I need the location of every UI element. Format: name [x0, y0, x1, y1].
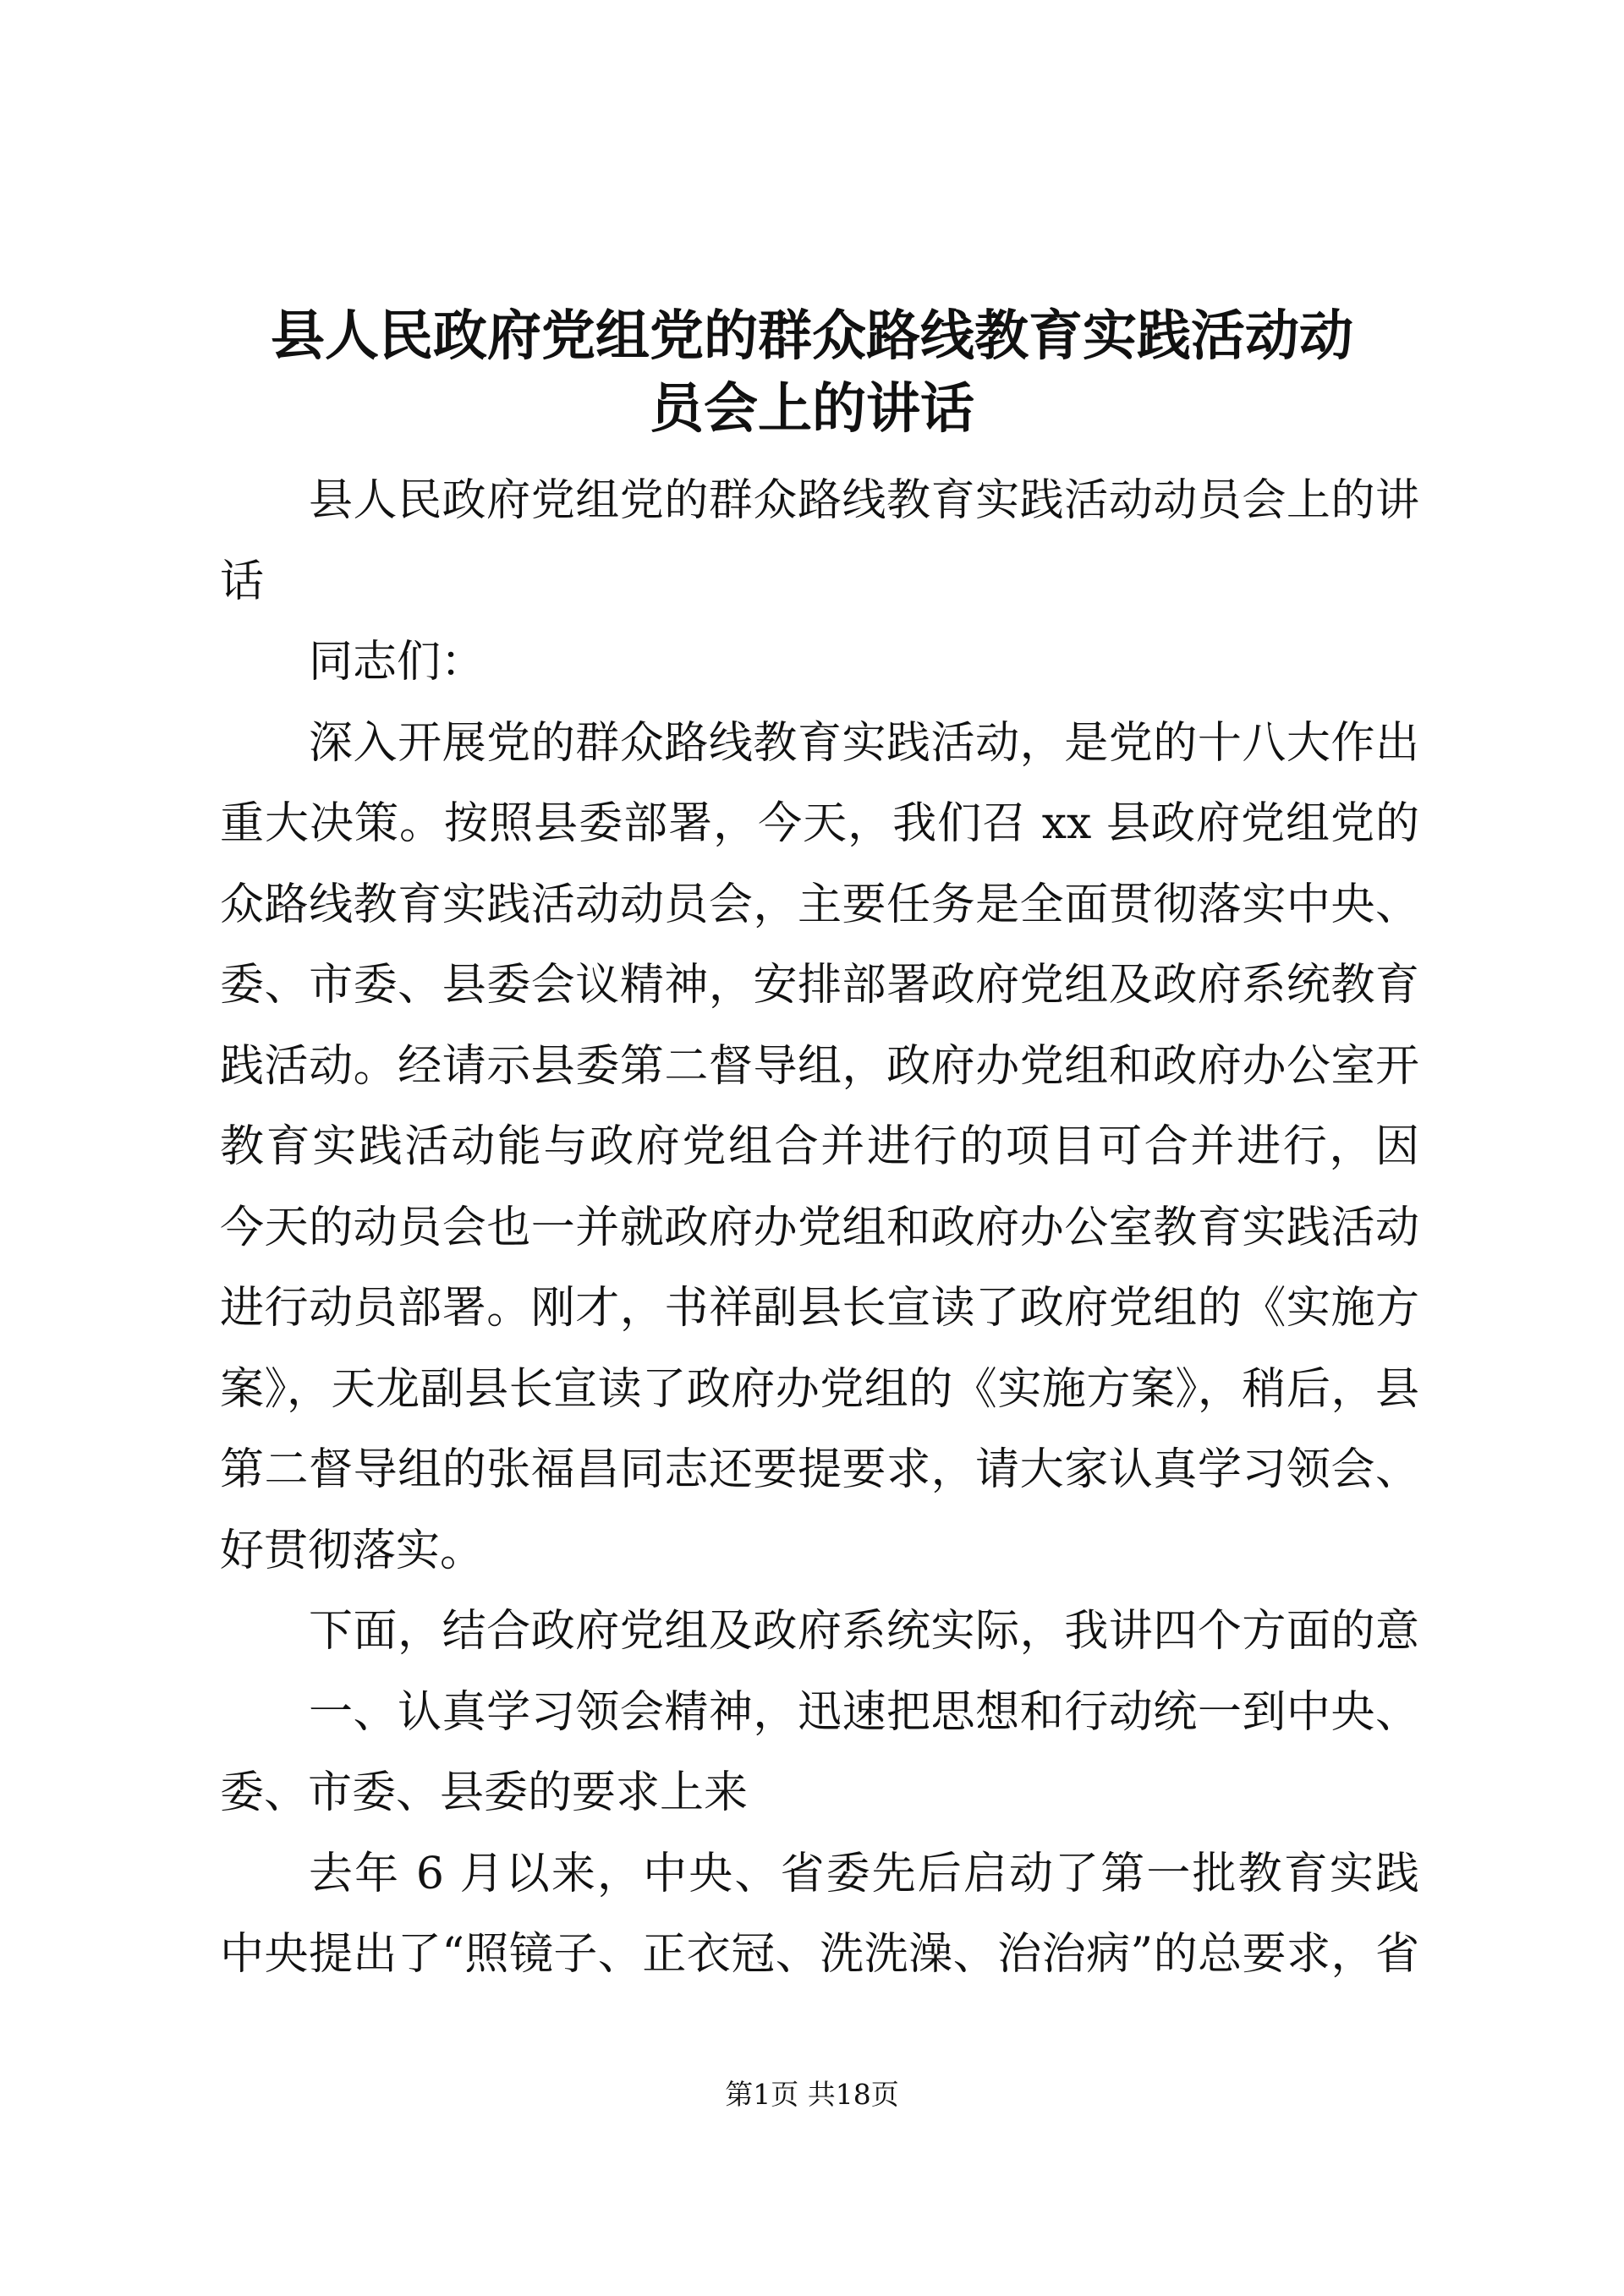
text-line: 深入开展党的群众路线教育实践活动，是党的十八大作出: [309, 717, 1419, 769]
text-line: 重大决策。按照县委部署，今天，我们召 xx 县政府党组党的: [220, 798, 1419, 849]
section-heading-line: 一、认真学习领会精神，迅速把思想和行动统一到中央、: [309, 1686, 1419, 1738]
text-line: 下面，结合政府党组及政府系统实际，我讲四个方面的意: [309, 1606, 1419, 1657]
text-line: 践活动。经请示县委第二督导组，政府办党组和政府办公室开: [220, 1040, 1419, 1092]
section-heading-line: 委、市委、县委的要求上来: [220, 1767, 749, 1818]
text-line: 县人民政府党组党的群众路线教育实践活动动员会上的讲: [309, 475, 1419, 526]
text-line: 案》，天龙副县长宣读了政府办党组的《实施方案》，稍后，县: [220, 1363, 1419, 1415]
text-line: 第二督导组的张福昌同志还要提要求，请大家认真学习领会、: [220, 1444, 1419, 1495]
text-line: 去年 6 月以来，中央、省委先后启动了第一批教育实践: [309, 1848, 1419, 1899]
salutation: 同志们：: [309, 637, 486, 688]
text-line: 众路线教育实践活动动员会，主要任务是全面贯彻落实中央、: [220, 879, 1419, 930]
text-line: 好贯彻落实。: [220, 1525, 485, 1576]
text-line: 中央提出了“照镜子、正衣冠、洗洗澡、治治病”的总要求，省: [220, 1929, 1419, 1980]
text-line: 进行动员部署。刚才，书祥副县长宣读了政府党组的《实施方: [220, 1283, 1419, 1334]
text-line: 话: [220, 556, 265, 607]
title-line: 县人民政府党组党的群众路线教育实践活动动: [271, 304, 1353, 368]
text-line: 委、市委、县委会议精神，安排部署政府党组及政府系统教育: [220, 960, 1419, 1011]
text-line: 教育实践活动能与政府党组合并进行的项目可合并进行，因: [220, 1121, 1419, 1172]
document-body: [220, 461, 1419, 1996]
title-line: 员会上的讲话: [650, 377, 974, 441]
page-number: 第1页 共18页: [725, 2078, 899, 2111]
document-title: [203, 300, 1421, 446]
text-line: 今天的动员会也一并就政府办党组和政府办公室教育实践活动: [220, 1202, 1419, 1253]
